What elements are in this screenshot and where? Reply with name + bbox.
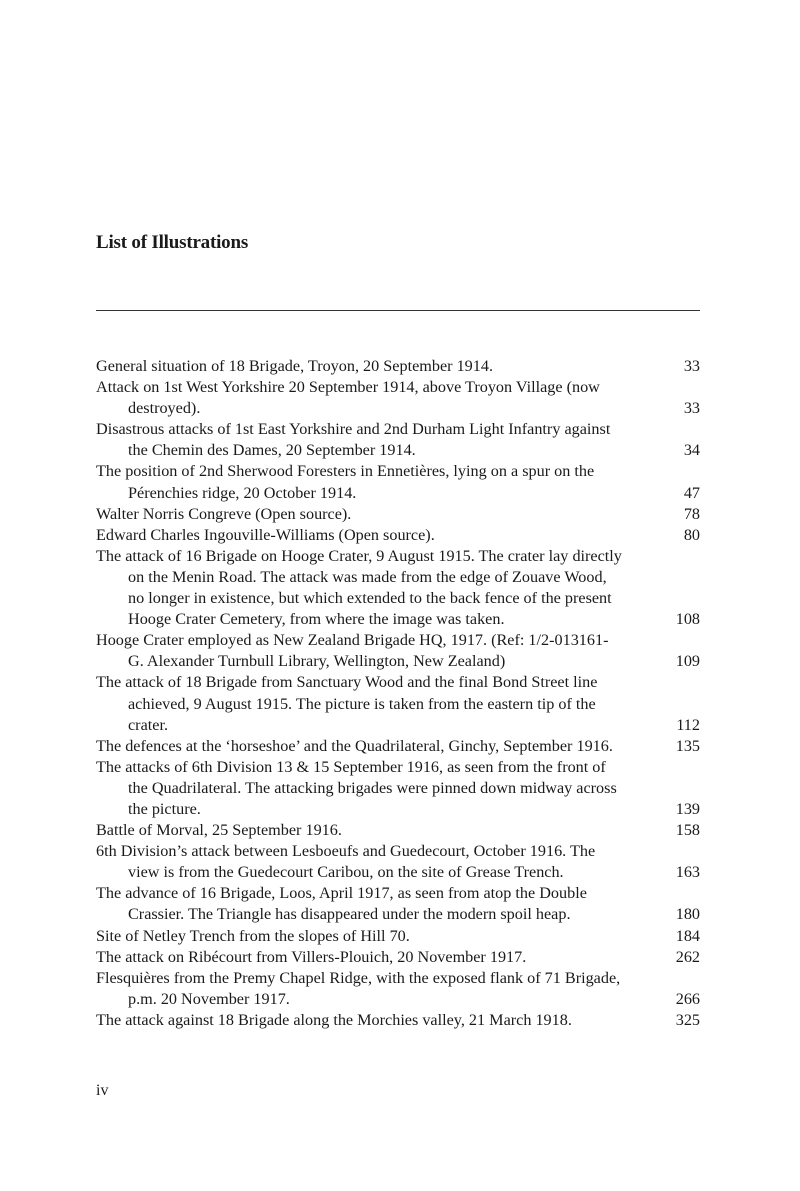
illustration-entry: [96, 841, 700, 883]
entry-caption-line: Attack on 1st West Yorkshire 20 September 1914, above Troyon Village (now: [96, 378, 600, 397]
illustration-entry: [96, 377, 700, 419]
entry-page-number: 135: [675, 736, 700, 755]
entry-caption-line: The attacks of 6th Division 13 & 15 September 1916, as seen from the front of: [96, 757, 606, 776]
entry-caption-continuation: crater.: [128, 715, 168, 734]
entry-page-number: 262: [675, 947, 700, 966]
entry-caption-line: The attack on Ribécourt from Villers-Plouich, 20 November 1917.: [96, 947, 527, 966]
entry-caption-continuation: view is from the Guedecourt Caribou, on the site of Grease Trench.: [128, 863, 564, 882]
illustration-entry: [96, 883, 700, 925]
entry-caption-line: The attack against 18 Brigade along the Morchies valley, 21 March 1918.: [96, 1010, 572, 1029]
entry-page-number: 266: [675, 989, 700, 1008]
entry-page-number: 180: [675, 905, 700, 924]
entry-caption-line: The defences at the ‘horseshoe’ and the Quadrilateral, Ginchy, September 1916.: [96, 736, 613, 755]
entry-caption-continuation: Crassier. The Triangle has disappeared under the modern spoil heap.: [128, 905, 571, 924]
entry-page-number: 184: [675, 926, 700, 945]
illustration-entry: [96, 419, 700, 461]
entry-caption-line: The attack of 16 Brigade on Hooge Crater, 9 August 1915. The crater lay directly: [96, 546, 622, 565]
illustrations-list: [96, 356, 700, 1031]
illustration-entry: [96, 630, 700, 672]
entry-caption-continuation: G. Alexander Turnbull Library, Wellington, New Zealand): [128, 652, 506, 671]
entry-page-number: 163: [675, 863, 700, 882]
illustration-entry: [96, 947, 700, 968]
entry-caption-continuation: the Quadrilateral. The attacking brigades were pinned down midway across: [128, 778, 617, 797]
entry-caption-continuation: achieved, 9 August 1915. The picture is taken from the eastern tip of the: [128, 694, 596, 713]
entry-caption-continuation: Hooge Crater Cemetery, from where the image was taken.: [128, 610, 505, 629]
entry-caption-continuation: p.m. 20 November 1917.: [128, 989, 290, 1008]
entry-caption-line: Edward Charles Ingouville-Williams (Open source).: [96, 525, 435, 544]
entry-caption-line: Disastrous attacks of 1st East Yorkshire and 2nd Durham Light Infantry against: [96, 420, 611, 439]
entry-caption-line: The attack of 18 Brigade from Sanctuary Wood and the final Bond Street line: [96, 673, 598, 692]
illustration-entry: [96, 820, 700, 841]
entry-caption-line: The position of 2nd Sherwood Foresters in Ennetières, lying on a spur on the: [96, 462, 595, 481]
entry-page-number: 158: [675, 821, 700, 840]
illustration-entry: [96, 356, 700, 377]
illustration-entry: [96, 461, 700, 503]
entry-caption-line: 6th Division’s attack between Lesboeufs and Guedecourt, October 1916. The: [96, 842, 596, 861]
entry-caption-line: Flesquières from the Premy Chapel Ridge, with the exposed flank of 71 Brigade,: [96, 968, 621, 987]
entry-page-number: 33: [683, 399, 700, 418]
illustration-entry: [96, 926, 700, 947]
entry-caption-continuation: on the Menin Road. The attack was made from the edge of Zouave Wood,: [128, 567, 607, 586]
entry-caption-line: Walter Norris Congreve (Open source).: [96, 504, 352, 523]
entry-caption-continuation: no longer in existence, but which extended to the back fence of the present: [128, 589, 612, 608]
illustration-entry: [96, 968, 700, 1010]
entry-caption-line: Site of Netley Trench from the slopes of Hill 70.: [96, 926, 410, 945]
illustration-entry: [96, 757, 700, 820]
entry-caption-line: Hooge Crater employed as New Zealand Brigade HQ, 1917. (Ref: 1/2-013161-: [96, 631, 609, 650]
entry-page-number: 33: [683, 357, 700, 375]
entry-caption-continuation: destroyed).: [128, 399, 201, 418]
entry-caption-line: Battle of Morval, 25 September 1916.: [96, 821, 342, 840]
entry-page-number: 325: [675, 1010, 700, 1029]
page-number: iv: [96, 1082, 109, 1099]
title-divider: [96, 310, 700, 311]
entry-page-number: 47: [683, 483, 700, 502]
entry-caption-line: The advance of 16 Brigade, Loos, April 1917, as seen from atop the Double: [96, 884, 587, 903]
entry-caption-line: General situation of 18 Brigade, Troyon, 20 September 1914.: [96, 357, 493, 375]
entry-page-number: 112: [676, 715, 700, 734]
illustration-entry: [96, 672, 700, 735]
entry-page-number: 139: [675, 799, 700, 818]
entry-caption-continuation: the picture.: [128, 799, 201, 818]
entry-page-number: 34: [683, 441, 700, 460]
entry-caption-continuation: Pérenchies ridge, 20 October 1914.: [128, 483, 357, 502]
illustration-entry: [96, 1010, 700, 1031]
illustration-entry: [96, 546, 700, 630]
entry-page-number: 80: [683, 525, 700, 544]
illustration-entry: [96, 504, 700, 525]
entry-page-number: 109: [675, 652, 700, 671]
entry-page-number: 108: [675, 610, 700, 629]
illustration-entry: [96, 525, 700, 546]
page-title: List of Illustrations: [96, 232, 249, 253]
entry-caption-continuation: the Chemin des Dames, 20 September 1914.: [128, 441, 416, 460]
entry-page-number: 78: [683, 504, 700, 523]
illustration-entry: [96, 736, 700, 757]
